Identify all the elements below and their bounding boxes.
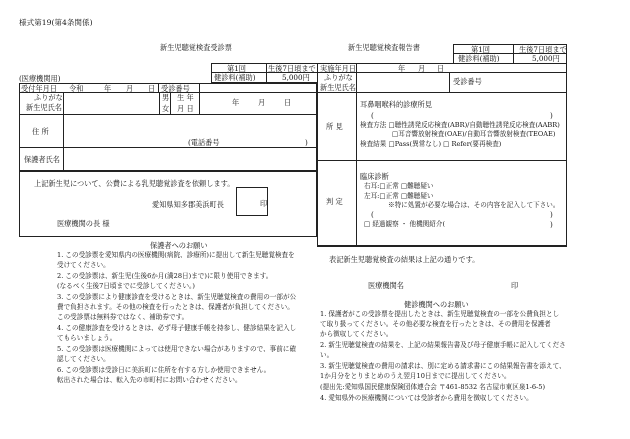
accept-day: 日 <box>148 84 156 93</box>
birth-label-1: 生 年 <box>177 93 194 102</box>
left-period-deadline: 生後7日頃まで <box>268 64 316 73</box>
institution-note-line: 1. 保護者がこの受診票を提出したときは、新生児聴覚検査の一部を公費負担とし <box>320 310 560 318</box>
right-exam-number-label: 受診番号 <box>453 77 482 86</box>
right-fee-label: 健診料(補助) <box>458 54 500 63</box>
left-period-item: 第1回 <box>227 64 246 73</box>
guardian-note-line: 3. この受診票により健康診査を受けるときは、新生児聴覚検査の費用の一部が公 <box>57 293 297 301</box>
sex-female[interactable]: 女 <box>162 104 170 113</box>
left-newborn-name-label: 新生児氏名 <box>26 103 62 112</box>
institution-use-label: (医療機関用) <box>19 74 61 83</box>
birth-month: 月 <box>258 98 266 107</box>
guardian-note-line: 受けてください。 <box>57 261 110 269</box>
guardian-note-line: 5. この受診票は医療機関によっては使用できない場合がありますので、事前に確 <box>57 345 297 353</box>
right-fee-value: 5,000円 <box>532 54 560 63</box>
method-line-1[interactable]: 検査方法 □聴性誘発反応検査(ABR)/自動聴性誘発反応検査(AABR) <box>360 121 560 129</box>
institution-note-line: から徴収してください。 <box>320 330 393 338</box>
institution-note-line: 1か月分をとりまとめのうえ翌月10日までに提出してください。 <box>320 372 511 380</box>
institution-note-line: 3. 新生児聴覚検査の費用の請求は、別に定める請求書にこの結果報告書を添えて、 <box>320 362 566 370</box>
birth-year: 年 <box>232 98 240 107</box>
request-text: 上記新生児について、公費による乳児聴覚診査を依頼します。 <box>34 179 235 188</box>
accept-month: 月 <box>126 84 134 93</box>
observation-close: ) <box>550 220 553 229</box>
guardian-note-line: 認してください。 <box>57 355 110 363</box>
special-paren-open: ( <box>371 210 374 219</box>
guardian-note-line: 4. この健康診査を受けるときは、必ず母子健康手帳を持参し、健診結果を記入し <box>57 324 297 332</box>
exam-month: 月 <box>418 64 426 73</box>
accept-era: 令和 <box>69 84 84 93</box>
findings-paren-close: ) <box>550 111 553 120</box>
guardian-note-line: 2. この受診票は、新生児(生後6か月(満28日)まで)に限り使用できます。 <box>57 272 273 280</box>
address-label: 住 所 <box>32 127 49 136</box>
guardian-note-line: 1. この受診票を愛知県内の医療機関(病院、診療所)に提出して新生児聴覚検査を <box>57 251 295 259</box>
findings-paren-open: ( <box>371 111 374 120</box>
right-title: 新生児聴覚検査報告書 <box>348 43 420 52</box>
left-fee-value: 5,000円 <box>282 73 310 82</box>
right-period-item: 第1回 <box>471 45 490 54</box>
judgment-label: 判 定 <box>326 197 343 206</box>
guardian-note-line: (なるべく生後7日頃までに受診してください。) <box>57 282 195 290</box>
accept-year: 年 <box>104 84 112 93</box>
observation-referral[interactable]: □ 経過観察 ・ 他機関紹介( <box>364 220 446 228</box>
guardian-note-line: この受診票は無料券ではなく、補助券です。 <box>57 313 189 321</box>
left-furigana-label: ふりがな <box>34 93 63 102</box>
form-number: 様式第19(第4条関係) <box>19 18 93 27</box>
result-line[interactable]: 検査結果 □Pass(異常なし) □ Refer(要再検査) <box>360 140 502 148</box>
institution-note-line: て取り扱ってください。その他必要な検査を行ったときは、その費用を保護者 <box>320 320 551 328</box>
guardian-note-line: 転出された場合は、転入先の市町村にお問い合わせください。 <box>57 376 242 384</box>
left-fee-label: 健診料(補助) <box>214 73 256 82</box>
findings-title: 耳鼻咽喉科的診療所見 <box>360 100 432 109</box>
left-ear-check[interactable]: 左耳:□正常 □難聴疑い <box>364 192 434 200</box>
birth-label-2: 月 日 <box>177 104 194 113</box>
mayor-label: 愛知県知多郡美浜町長 <box>152 200 224 209</box>
left-title: 新生児聴覚検査受診票 <box>160 43 232 52</box>
institution-note-line: 2. 新生児聴覚検査の結果を、上記の結果報告書及び母子健康手帳に記入してくださ <box>320 341 566 349</box>
guardian-note-line: 6. この受診票は受診日に美浜町に住所を有する方しか使用できません。 <box>57 366 271 374</box>
institution-name-label: 医療機関名 <box>368 281 404 290</box>
exam-day: 日 <box>437 64 445 73</box>
addressee: 医療機関の長 様 <box>57 219 110 228</box>
guardian-note-line: てもらいましょう。 <box>57 334 117 342</box>
sex-male[interactable]: 男 <box>162 93 170 102</box>
phone-label: (電話番号 <box>188 138 220 147</box>
institution-notes-title: 健診機関へのお願い <box>404 300 469 309</box>
exam-date-label: 実施年月日 <box>320 64 356 73</box>
special-paren-close: ) <box>550 210 553 219</box>
findings-label: 所 見 <box>326 122 343 131</box>
clinical-diagnosis: 臨床診断 <box>360 172 389 181</box>
right-ear-check[interactable]: 右耳:□正常 □難聴疑い <box>364 182 434 190</box>
institution-seal: 印 <box>511 281 519 290</box>
birth-day: 日 <box>284 98 292 107</box>
guardian-name-label: 保護者氏名 <box>24 155 60 164</box>
left-exam-number-label: 受診番号 <box>161 84 190 93</box>
accept-date-label: 受付年月日 <box>21 84 57 93</box>
special-note: ※特に処置が必要な場合は、その内容を記入して下さい。 <box>388 201 560 209</box>
report-text: 表記新生児聴覚検査の結果は上記の通りです。 <box>329 255 480 264</box>
institution-note-line: 4. 愛知県外の医療機関については受診者から費用を徴収してください。 <box>320 394 533 402</box>
right-furigana-label: ふりがな <box>324 73 353 82</box>
guardian-notes-title: 保護者へのお願い <box>150 241 208 250</box>
institution-note-line: い。 <box>320 351 334 359</box>
mayor-seal: 印 <box>260 199 268 208</box>
phone-close: ) <box>305 138 308 147</box>
institution-note-line: (提出先:愛知県国民健康保険団体連合会 〒461-8532 名古屋市東区泉1-6-5) <box>320 383 546 391</box>
method-line-2[interactable]: □耳音響放射検査(OAE)/自動耳音響放射検査(TEOAE) <box>392 130 556 138</box>
guardian-note-line: 費で負担されます。その他の検査を行ったときは、保護者が負担してください。 <box>57 303 294 311</box>
exam-year: 年 <box>398 64 406 73</box>
right-period-deadline: 生後7日頃まで <box>519 45 567 54</box>
right-newborn-name-label: 新生児氏名 <box>320 83 356 92</box>
